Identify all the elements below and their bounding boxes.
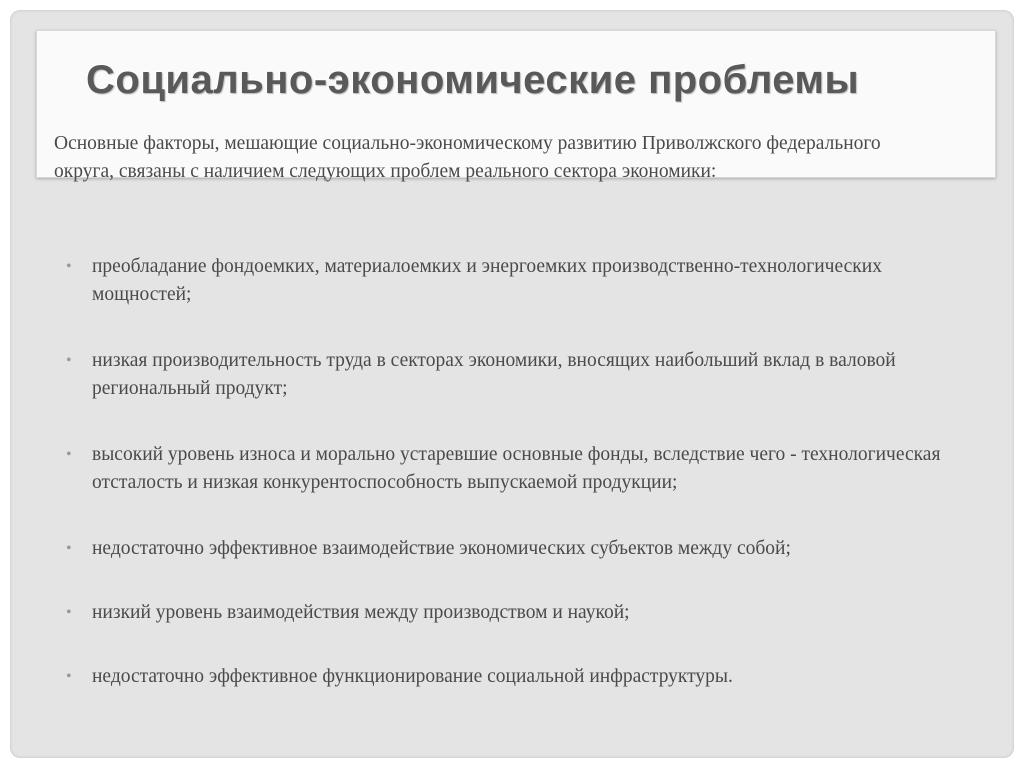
list-item xyxy=(54,535,954,599)
intro-paragraph: Основные факторы, мешающие социально-экономическому развитию Приволжского федерального округа, связаны с наличием следующих проблем реального сектора экономики: xyxy=(54,133,881,182)
bullet-text: недостаточно эффективное взаимодействие экономических субъектов между собой; xyxy=(92,538,791,559)
bullet-icon: • xyxy=(66,604,72,621)
list-item xyxy=(54,347,954,441)
bullet-text: преобладание фондоемких, материалоемких и энергоемких производственно-технологических мощностей; xyxy=(92,256,882,305)
list-item xyxy=(54,253,954,347)
bullet-icon: • xyxy=(66,352,72,369)
list-item xyxy=(54,441,954,535)
list-item xyxy=(54,663,954,703)
bullet-text: недостаточно эффективное функционирование социальной инфраструктуры. xyxy=(92,666,733,687)
bullet-icon: • xyxy=(66,446,72,463)
bullet-text: низкая производительность труда в секторах экономики, вносящих наибольший вклад в валовой региональный продукт; xyxy=(92,350,896,399)
slide xyxy=(10,10,1014,758)
bullet-list xyxy=(54,253,954,703)
bullet-icon: • xyxy=(66,540,72,557)
bullet-icon: • xyxy=(66,668,72,685)
bullet-text: высокий уровень износа и морально устаревшие основные фонды, вследствие чего - технологическая отсталость и низкая конкурентоспособность выпускаемой продукции; xyxy=(92,444,941,493)
bullet-icon: • xyxy=(66,258,72,275)
list-item xyxy=(54,599,954,663)
bullet-text: низкий уровень взаимодействия между производством и наукой; xyxy=(92,602,630,623)
slide-title: Социально-экономические проблемы xyxy=(86,58,860,102)
